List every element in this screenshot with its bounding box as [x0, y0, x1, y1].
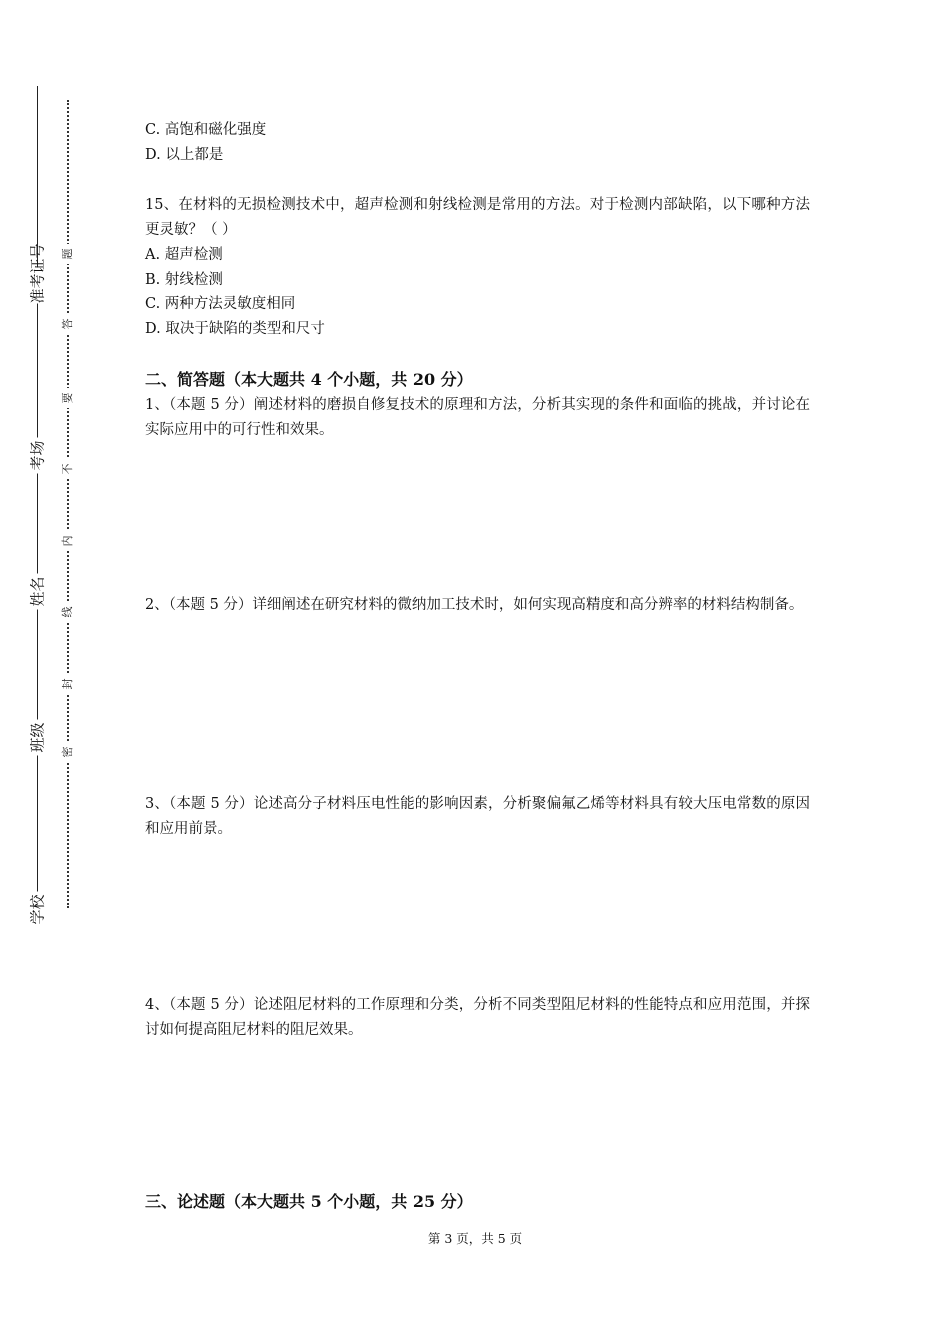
binding-dotted-line [67, 100, 69, 908]
section2-question-2: 2、（本题 5 分）详细阐述在研究材料的微纳加工技术时，如何实现高精度和高分辨率的材料结构制备。 [145, 597, 804, 613]
seal-char-ti: 题 [62, 244, 74, 264]
q15-option-d: D. 取决于缺陷的类型和尺寸 [145, 321, 325, 337]
section2-title: 二、简答题（本大题共 4 个小题，共 20 分） [145, 370, 473, 389]
q15-option-c: C. 两种方法灵敏度相同 [145, 296, 296, 312]
seal-char-xian: 线 [62, 602, 74, 622]
binding-solid-line [37, 86, 38, 926]
seal-char-nei: 内 [62, 531, 74, 551]
seal-char-da: 答 [62, 314, 74, 334]
section2-question-1: 1、（本题 5 分）阐述材料的磨损自修复技术的原理和方法，分析其实现的条件和面临的挑战，并讨论在实际应用中的可行性和效果。 [145, 397, 810, 438]
section2-question-4: 4、（本题 5 分）论述阻尼材料的工作原理和分类，分析不同类型阻尼材料的性能特点和应用范围，并探讨如何提高阻尼材料的阻尼效果。 [145, 997, 810, 1038]
q15-option-a: A. 超声检测 [145, 247, 223, 263]
q14-option-d: D. 以上都是 [145, 147, 224, 163]
field-class: 班级 [31, 720, 46, 756]
section2-question-3: 3、（本题 5 分）论述高分子材料压电性能的影响因素，分析聚偏氟乙烯等材料具有较大压电常数的原因和应用前景。 [145, 796, 810, 837]
q15-stem: 15、在材料的无损检测技术中，超声检测和射线检测是常用的方法。对于检测内部缺陷，以下哪种方法更灵敏？（ ） [145, 197, 810, 238]
seal-char-feng: 封 [62, 674, 74, 694]
page-footer: 第 3 页，共 5 页 [427, 1231, 523, 1246]
field-exam-room: 考场 [31, 438, 46, 474]
field-school: 学校 [31, 892, 46, 928]
q15-option-b: B. 射线检测 [145, 272, 223, 288]
seal-char-yao: 要 [62, 388, 74, 408]
section3-title: 三、论述题（本大题共 5 个小题，共 25 分） [145, 1192, 473, 1211]
seal-char-bu: 不 [62, 459, 74, 479]
field-admission-number: 准考证号 [28, 243, 47, 304]
q14-option-c: C. 高饱和磁化强度 [145, 122, 267, 138]
field-name: 姓名 [31, 574, 46, 610]
seal-char-mi: 密 [62, 742, 74, 762]
